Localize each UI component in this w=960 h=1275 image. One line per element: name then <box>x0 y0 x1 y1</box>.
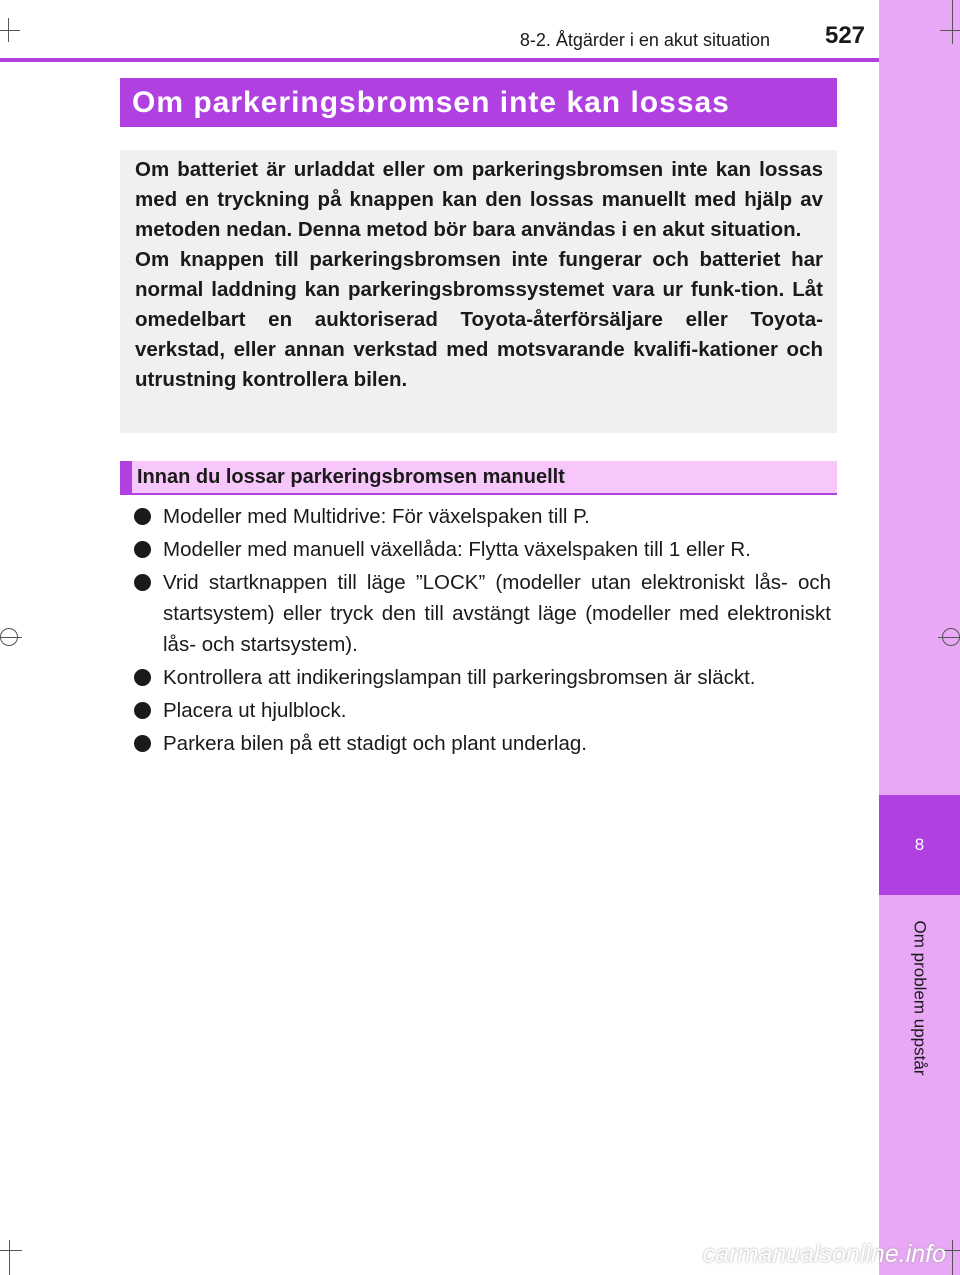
section-title: Om parkeringsbromsen inte kan lossas <box>120 78 837 127</box>
page-number: 527 <box>824 22 866 49</box>
list-item <box>128 728 831 759</box>
bullet-icon <box>134 508 151 525</box>
bullet-icon <box>134 541 151 558</box>
chapter-number: 8 <box>914 835 925 854</box>
bullet-icon <box>134 735 151 752</box>
chapter-label: Om problem uppstår <box>910 920 930 1075</box>
watermark: carmanualsonline.info <box>702 1240 946 1268</box>
intro-box <box>120 150 837 433</box>
list-item-text: Modeller med Multidrive: För växelspaken till P. <box>163 505 590 528</box>
bullet-icon <box>134 669 151 686</box>
list-item <box>128 567 831 660</box>
list-item-text: Kontrollera att indikeringslampan till parkeringsbromsen är släckt. <box>163 666 756 689</box>
list-item-text: Placera ut hjulblock. <box>163 699 347 722</box>
list-item-text: Modeller med manuell växellåda: Flytta växelspaken till 1 eller R. <box>163 538 751 561</box>
chapter-number-tab <box>879 795 960 895</box>
list-item <box>128 501 831 532</box>
list-item <box>128 534 831 565</box>
running-header: 8-2. Åtgärder i en akut situation <box>519 30 770 50</box>
list-item-text: Parkera bilen på ett stadigt och plant underlag. <box>163 732 587 755</box>
intro-paragraph: Om knappen till parkeringsbromsen inte fungerar och batteriet har normal laddning kan parkeringsbromssystemet vara ur funk-tion. Låt omedelbart en auktoriserad Toyota-återförsäljare eller Toyota-verkstad, eller annan verkstad med motsvarande kvalifi-kationer och utrustning kontrollera bilen. <box>135 248 823 391</box>
bullet-icon <box>134 702 151 719</box>
bullet-icon <box>134 574 151 591</box>
bullet-list <box>128 501 831 761</box>
subsection-title: Innan du lossar parkeringsbromsen manuellt <box>120 461 837 495</box>
list-item-text: Vrid startknappen till läge ”LOCK” (modeller utan elektroniskt lås- och startsystem) eller tryck den till avstängt läge (modeller med elektroniskt lås- och startsystem). <box>163 571 831 656</box>
chapter-label-tab <box>879 905 960 1090</box>
list-item <box>128 662 831 693</box>
list-item <box>128 695 831 726</box>
header-rule <box>0 58 879 62</box>
intro-paragraph: Om batteriet är urladdat eller om parkeringsbromsen inte kan lossas med en tryckning på knappen kan den lossas manuellt med hjälp av metoden nedan. Denna metod bör bara användas i en akut situation. <box>135 158 823 241</box>
